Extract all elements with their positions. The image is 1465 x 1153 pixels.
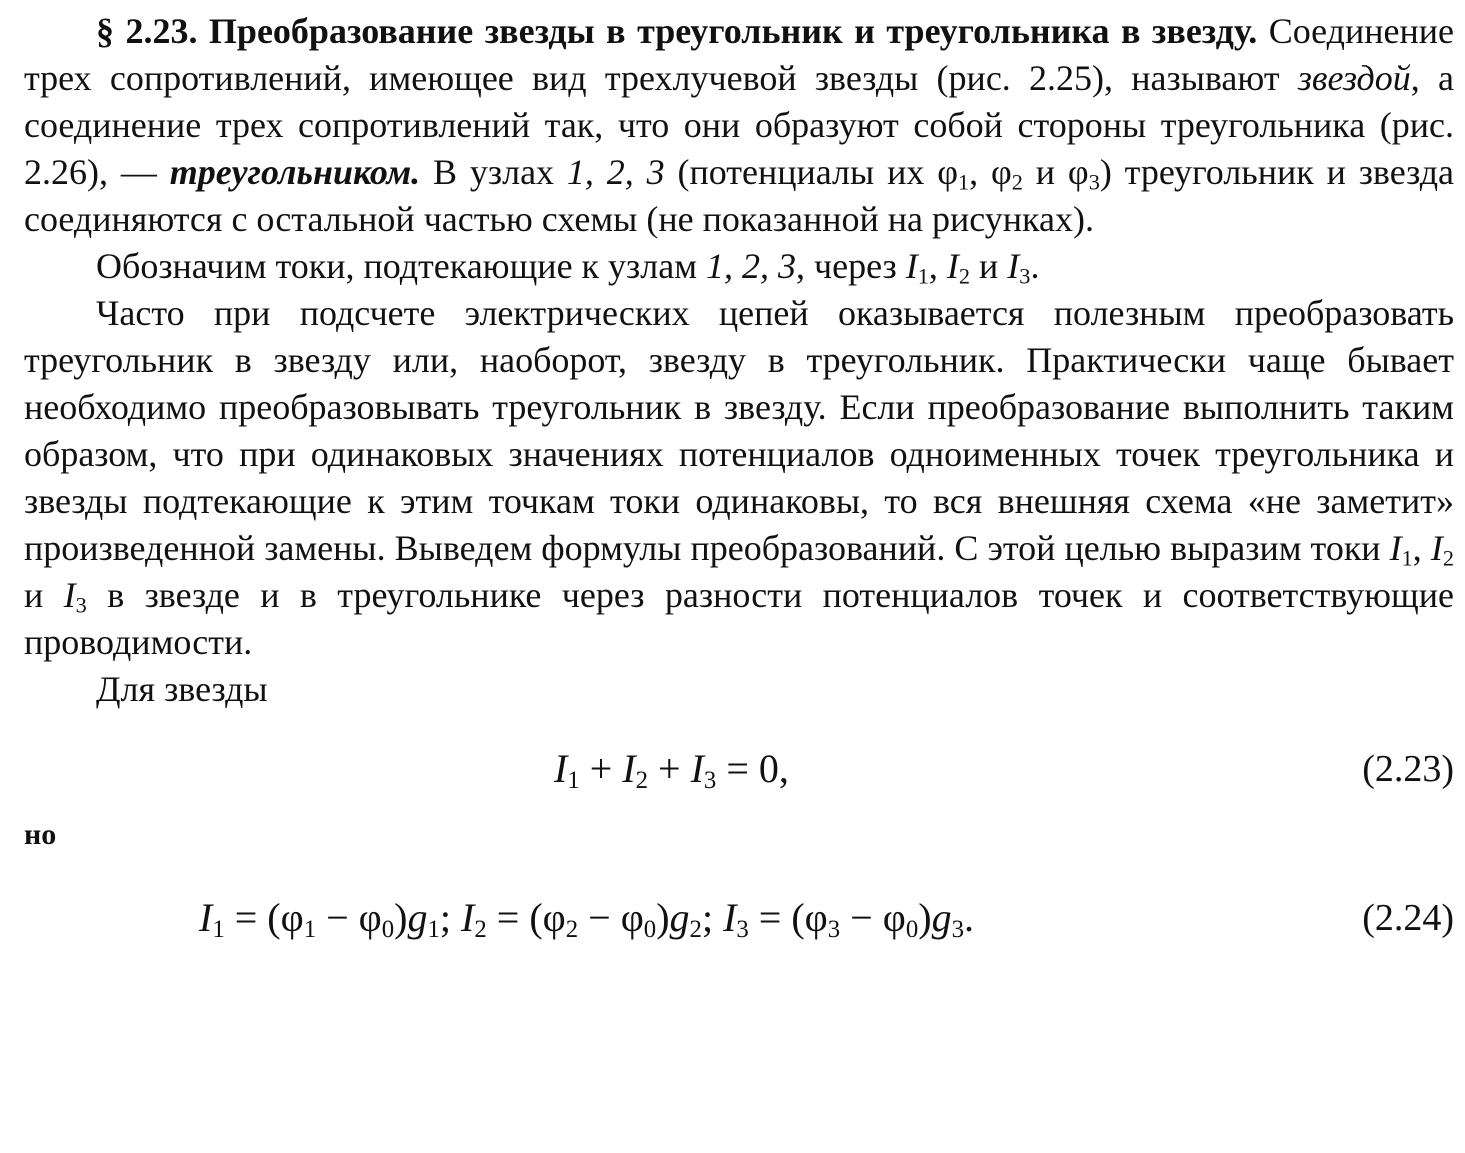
text-fragment: Часто при подсчете электрических цепей оказывается полезным преобразовать треугольник в звезду или, наоборот, звезду в треугольник. Практически чаще бывает необходимо преобразовывать треугольник в звезду. Если преобразование выполнить таким образом, что при одинаковых значениях потенциалов одноименных точек треугольника и звезды подтекающие к этим точкам токи одинаковы, то вся внешняя схема «не заметит» произведенной замены. Выведем формулы преобразований. С этой целью выразим токи bbox=[24, 293, 1454, 568]
subscript: 2 bbox=[635, 767, 649, 795]
text-fragment: Соединение трех сопротивлений, имеющее вид трехлучевой звезды (рис. 2.25), называют bbox=[24, 11, 1454, 98]
subscript: 0 bbox=[381, 916, 395, 944]
subscript: 2 bbox=[474, 916, 487, 944]
text-fragment: и φ bbox=[1022, 152, 1089, 192]
current-symbol: I bbox=[622, 746, 636, 791]
subscript: 2 bbox=[958, 263, 971, 289]
text-fragment: и bbox=[24, 575, 64, 615]
current-symbol: I bbox=[690, 746, 704, 791]
section-heading: § 2.23. Преобразование звезды в треугольник и треугольника в звезду. bbox=[96, 11, 1258, 51]
section-paragraph bbox=[24, 8, 1454, 243]
currents-paragraph bbox=[24, 243, 1454, 290]
equation-number: (2.24) bbox=[1362, 897, 1454, 939]
subscript: 2 bbox=[565, 916, 579, 944]
equation-end: . bbox=[963, 895, 974, 940]
text-fragment: , φ bbox=[969, 152, 1012, 192]
subscript: 3 bbox=[1019, 263, 1031, 289]
text-fragment: , bbox=[928, 246, 947, 286]
equation-fragment: − φ bbox=[578, 895, 644, 940]
current-symbol: I bbox=[461, 895, 475, 940]
term-triangle: треугольником. bbox=[169, 152, 421, 192]
connector-word: но bbox=[24, 818, 57, 851]
node-labels: 1, 2, 3 bbox=[566, 152, 665, 192]
subscript: 3 bbox=[1088, 169, 1100, 195]
subscript: 1 bbox=[303, 916, 317, 944]
current-symbol: I bbox=[1007, 246, 1020, 286]
text-fragment: и bbox=[970, 246, 1008, 286]
text-fragment: В узлах bbox=[420, 152, 567, 192]
subscript: 0 bbox=[643, 916, 657, 944]
equation-rhs: = 0, bbox=[716, 746, 789, 791]
transformation-paragraph bbox=[24, 290, 1454, 666]
term-star: звездой bbox=[1297, 58, 1411, 98]
current-symbol: I bbox=[63, 575, 76, 615]
current-symbol: I bbox=[1389, 528, 1402, 568]
subscript: 1 bbox=[1401, 545, 1413, 571]
operator: + bbox=[579, 746, 623, 791]
separator: ; bbox=[701, 895, 724, 940]
current-symbol: I bbox=[1430, 528, 1443, 568]
subscript: 0 bbox=[905, 916, 919, 944]
equation-body bbox=[554, 739, 789, 799]
subscript: 1 bbox=[957, 169, 970, 195]
current-symbol: I bbox=[946, 246, 959, 286]
equation-number: (2.23) bbox=[1362, 748, 1454, 790]
node-labels: 1, 2, 3 bbox=[705, 246, 796, 286]
text-fragment: . bbox=[1030, 246, 1040, 286]
text-fragment: Обозначим токи, подтекающие к узлам bbox=[96, 246, 706, 286]
equation-fragment: − φ bbox=[840, 895, 906, 940]
subscript: 3 bbox=[736, 916, 749, 944]
subscript: 2 bbox=[1011, 169, 1023, 195]
current-symbol: I bbox=[905, 246, 918, 286]
current-symbol: I bbox=[554, 746, 568, 791]
text-fragment: ) треугольник и звезда соединяются с остальной частью схемы (не показанной на рисунках). bbox=[24, 152, 1455, 239]
subscript: 1 bbox=[212, 916, 225, 944]
subscript: 1 bbox=[917, 263, 929, 289]
equation-fragment: ) bbox=[918, 895, 932, 940]
equation-2-24 bbox=[24, 888, 1454, 948]
subscript: 3 bbox=[75, 592, 87, 618]
subscript: 3 bbox=[703, 767, 717, 795]
conductance-symbol: g bbox=[669, 895, 690, 940]
equation-fragment: − φ bbox=[316, 895, 382, 940]
equation-body bbox=[199, 888, 974, 948]
equation-fragment: = (φ bbox=[748, 895, 828, 940]
separator: ; bbox=[439, 895, 462, 940]
subscript: 3 bbox=[827, 916, 841, 944]
current-symbol: I bbox=[199, 895, 213, 940]
text-fragment: в звезде и в треугольнике через разности потенциалов точек и соответствующие проводимости. bbox=[24, 575, 1455, 662]
subscript: 2 bbox=[1442, 545, 1455, 571]
text-fragment: , а соединение трех сопротивлений так, что они образуют собой стороны треугольника (рис. 2.26), — bbox=[24, 58, 1454, 192]
lead-for-star: Для звезды bbox=[96, 669, 268, 709]
equation-fragment: = (φ bbox=[486, 895, 566, 940]
subscript: 3 bbox=[951, 916, 964, 944]
conductance-symbol: g bbox=[407, 895, 428, 940]
current-symbol: I bbox=[723, 895, 737, 940]
subscript: 1 bbox=[567, 767, 580, 795]
text-fragment: , через bbox=[795, 246, 906, 286]
equation-2-23 bbox=[24, 739, 1454, 799]
text-fragment: (потенциалы их φ bbox=[664, 152, 958, 192]
subscript: 2 bbox=[689, 916, 702, 944]
equation-fragment: = (φ bbox=[224, 895, 304, 940]
subscript: 1 bbox=[427, 916, 440, 944]
textbook-page bbox=[24, 8, 1454, 948]
operator: + bbox=[648, 746, 691, 791]
equation-fragment: ) bbox=[394, 895, 408, 940]
text-fragment: , bbox=[1412, 528, 1431, 568]
equation-fragment: ) bbox=[656, 895, 670, 940]
conductance-symbol: g bbox=[931, 895, 952, 940]
